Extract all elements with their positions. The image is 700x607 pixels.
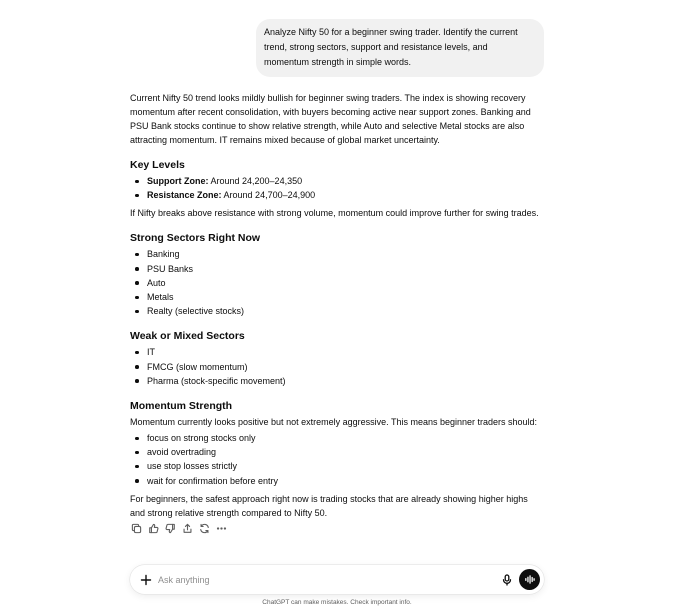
regenerate-icon[interactable]	[198, 522, 210, 534]
weak-sectors-list	[130, 345, 544, 388]
list-item: Realty (selective stocks)	[130, 304, 544, 318]
support-zone-label: Support Zone:	[147, 176, 209, 186]
mic-icon[interactable]	[501, 573, 513, 585]
thumbs-down-icon[interactable]	[164, 522, 176, 534]
key-levels-note: If Nifty breaks above resistance with strong volume, momentum could improve further for swing trades.	[130, 208, 539, 219]
user-message-text: Analyze Nifty 50 for a beginner swing trader. Identify the current trend, strong sectors, support and resistance levels, and momentum strength in simple words.	[264, 27, 518, 67]
more-icon[interactable]	[215, 522, 227, 534]
list-item: FMCG (slow momentum)	[130, 360, 544, 374]
list-item: use stop losses strictly	[130, 459, 544, 473]
key-levels-heading: Key Levels	[130, 159, 185, 171]
list-item: Auto	[130, 276, 544, 290]
voice-mode-button[interactable]	[519, 569, 540, 590]
thumbs-up-icon[interactable]	[147, 522, 159, 534]
waveform-icon	[524, 574, 535, 585]
list-item: Banking	[130, 247, 544, 261]
ask-input[interactable]	[158, 571, 488, 588]
resistance-zone-label: Resistance Zone:	[147, 190, 222, 201]
list-item: avoid overtrading	[130, 445, 544, 459]
resistance-zone-value: Around 24,700–24,900	[221, 190, 316, 201]
strong-sectors-list	[130, 247, 544, 318]
weak-sectors-heading: Weak or Mixed Sectors	[130, 330, 245, 343]
list-item: Pharma (stock-specific movement)	[130, 374, 544, 388]
user-message-bubble	[256, 19, 544, 77]
list-item: Metals	[130, 290, 544, 304]
momentum-intro: Momentum currently looks positive but not extremely aggressive. This means beginner traders should:	[130, 417, 538, 428]
composer	[130, 565, 544, 594]
plus-icon[interactable]	[140, 573, 152, 585]
response-intro: Current Nifty 50 trend looks mildly bullish for beginner swing traders. The index is showing recovery momentum after recent consolidation, with buyers becoming active near support zones. Banking and PSU Bank stocks continue to show relative strength, while Auto and selective Metal stocks are also attracting momentum. IT remains mixed because of global market uncertainty.	[130, 93, 531, 145]
share-icon[interactable]	[181, 522, 193, 534]
list-item: PSU Banks	[130, 262, 544, 276]
support-zone-value: Around 24,200–24,350	[208, 176, 303, 186]
copy-icon[interactable]	[130, 522, 142, 534]
strong-sectors-heading: Strong Sectors Right Now	[130, 232, 261, 245]
key-levels-list	[130, 174, 544, 202]
assistant-response	[130, 91, 544, 520]
list-item: IT	[130, 345, 544, 359]
momentum-closing: For beginners, the safest approach right now is trading stocks that are already showing higher highs and strong relative strength compared to Nifty 50.	[130, 493, 528, 518]
momentum-list	[130, 431, 544, 488]
disclaimer: ChatGPT can make mistakes. Check important info.	[262, 599, 412, 606]
resistance-zone-item	[130, 188, 544, 202]
response-actions	[130, 521, 227, 535]
support-zone-item	[130, 174, 544, 188]
momentum-heading: Momentum Strength	[130, 400, 233, 413]
list-item: focus on strong stocks only	[130, 431, 544, 445]
list-item: wait for confirmation before entry	[130, 474, 544, 488]
